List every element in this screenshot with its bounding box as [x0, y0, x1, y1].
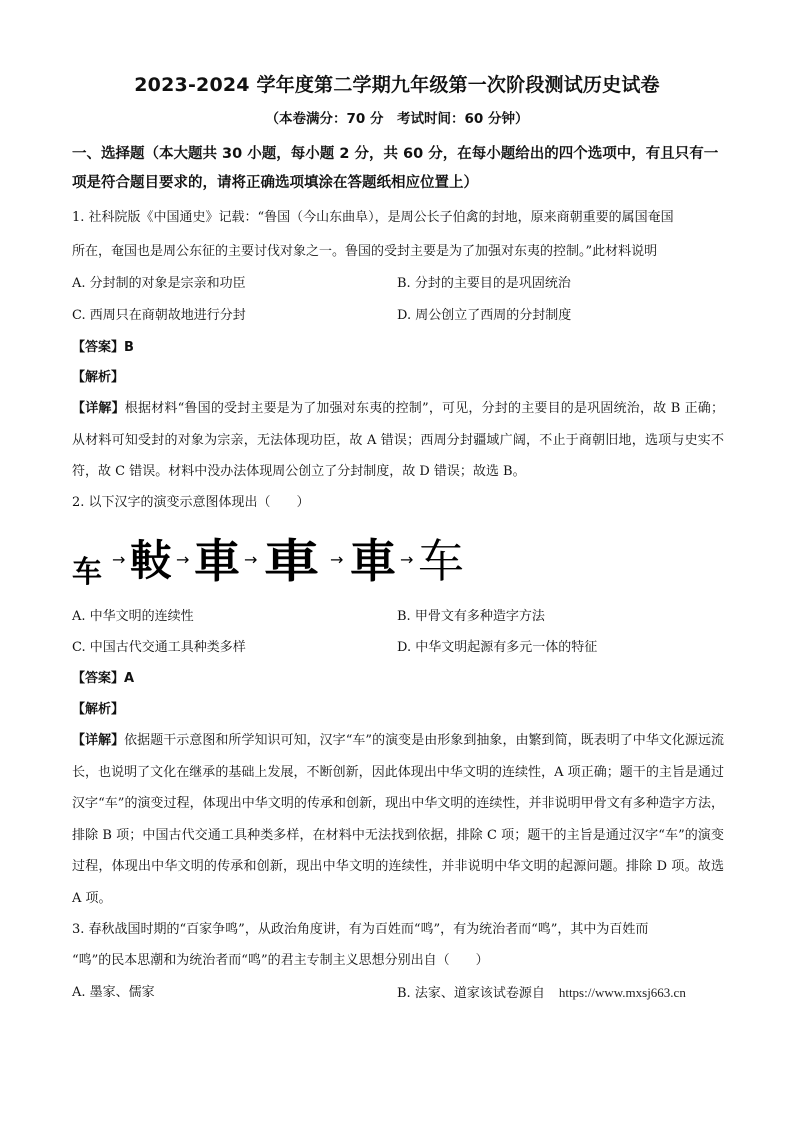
q2-answer [72, 669, 134, 689]
character-evolution-diagram [72, 532, 482, 592]
evolution-clerical-glyph: 車 [264, 534, 320, 588]
q2-option-d: D. 中华文明起源有多元一体的特征 [397, 640, 598, 655]
detail-label: 【详解】 [72, 401, 125, 416]
q1-option-a: A. 分封制的对象是宗亲和功臣 [72, 276, 246, 291]
arrow-icon: → [330, 550, 344, 569]
exam-info-subtitle: （本卷满分：70 分 考试时间：60 分钟） [265, 111, 529, 127]
evolution-bronze-glyph: 軙 [130, 536, 173, 585]
watermark-url: https://www.mxsj663.cn [558, 985, 686, 1000]
evolution-seal-glyph: 車 [194, 534, 240, 588]
q2-analysis-label: 【解析】 [72, 702, 125, 717]
q1-option-b: B. 分封的主要目的是巩固统治 [397, 276, 571, 291]
arrow-icon: → [176, 550, 190, 569]
q1-option-d: D. 周公创立了西周的分封制度 [397, 308, 572, 323]
arrow-icon: → [244, 550, 258, 569]
q1-answer [72, 338, 134, 358]
answer-value: A [124, 671, 135, 686]
q3-option-b-text: B. 法家、道家该试卷源自 [397, 986, 545, 1001]
page-title: 2023-2024 学年度第二学期九年级第一次阶段测试历史试卷 [134, 74, 660, 96]
q1-detail [72, 393, 724, 488]
q2-stem: 2. 以下汉字的演变示意图体现出（ ） [72, 495, 310, 510]
q1-stem-line2: 所在，奄国也是周公东征的主要讨伐对象之一。鲁国的受封主要是为了加强对东夷的控制。”此材料说明 [72, 244, 658, 259]
q2-option-a: A. 中华文明的连续性 [72, 609, 194, 624]
q3-option-b [397, 983, 686, 1004]
answer-label: 【答案】 [72, 671, 125, 686]
q2-option-c: C. 中国古代交通工具种类多样 [72, 640, 246, 655]
arrow-icon: → [112, 550, 126, 569]
q2-detail [72, 725, 724, 914]
evolution-regular-glyph: 車 [350, 534, 396, 588]
answer-value: B [124, 340, 134, 355]
q1-stem-line1: 1. 社科院版《中国通史》记载：“鲁国（今山东曲阜），是周公长子伯禽的封地，原来商朝重要的属国奄国 [72, 210, 674, 225]
q3-option-a: A. 墨家、儒家 [72, 985, 155, 1000]
detail-label: 【详解】 [72, 733, 125, 748]
arrow-icon: → [400, 550, 414, 569]
section-heading: 一、选择题（本大题共 30 小题，每小题 2 分，共 60 分，在每小题给出的四个选项中，有且只有一项是符合题目要求的，请将正确选项填涂在答题纸相应位置上） [72, 146, 719, 191]
q3-stem-line1: 3. 春秋战国时期的“百家争鸣”，从政治角度讲，有为百姓而“鸣”，有为统治者而“鸣”，其中为百姓而 [72, 922, 649, 937]
q1-option-c: C. 西周只在商朝故地进行分封 [72, 308, 246, 323]
q3-stem-line2: “鸣”的民本思潮和为统治者而“鸣”的君主专制主义思想分别出自（ ） [72, 953, 489, 968]
detail-text: 根据材料“鲁国的受封主要是为了加强对东夷的控制”，可见，分封的主要目的是巩固统治，故 B 正确；从材料可知受封的对象为宗亲，无法体现功臣，故 A 错误；西周分封疆域广阔，不止于商朝旧地，选项与史实不符，故 C 错误。材料中没办法体现周公创立了分封制度，故 D 错误；故选 B。 [72, 401, 724, 479]
detail-text: 依据题干示意图和所学知识可知，汉字“车”的演变是由形象到抽象，由繁到简，既表明了中华文化源远流长，也说明了文化在继承的基础上发展，不断创新，因此体现出中华文明的连续性，A 项正确；题干的主旨是通过汉字“车”的演变过程，体现出中华文明的传承和创新，现出中华文明的连续性，并非说明甲骨文有多种造字方法，排除 B 项；中国古代交通工具种类多样，在材料中无法找到依据，排除 C 项；题干的主旨是通过汉字“车”的演变过程，体现出中华文明的传承和创新，现出中华文明的连续性，并非说明中华文明的起源问题。排除 D 项。故选 A 项。 [72, 733, 724, 906]
evolution-oracle-glyph: 车 [72, 555, 100, 590]
q2-option-b: B. 甲骨文有多种造字方法 [397, 609, 545, 624]
evolution-simplified-glyph: 车 [418, 534, 464, 588]
q1-analysis-label: 【解析】 [72, 370, 125, 385]
answer-label: 【答案】 [72, 340, 125, 355]
